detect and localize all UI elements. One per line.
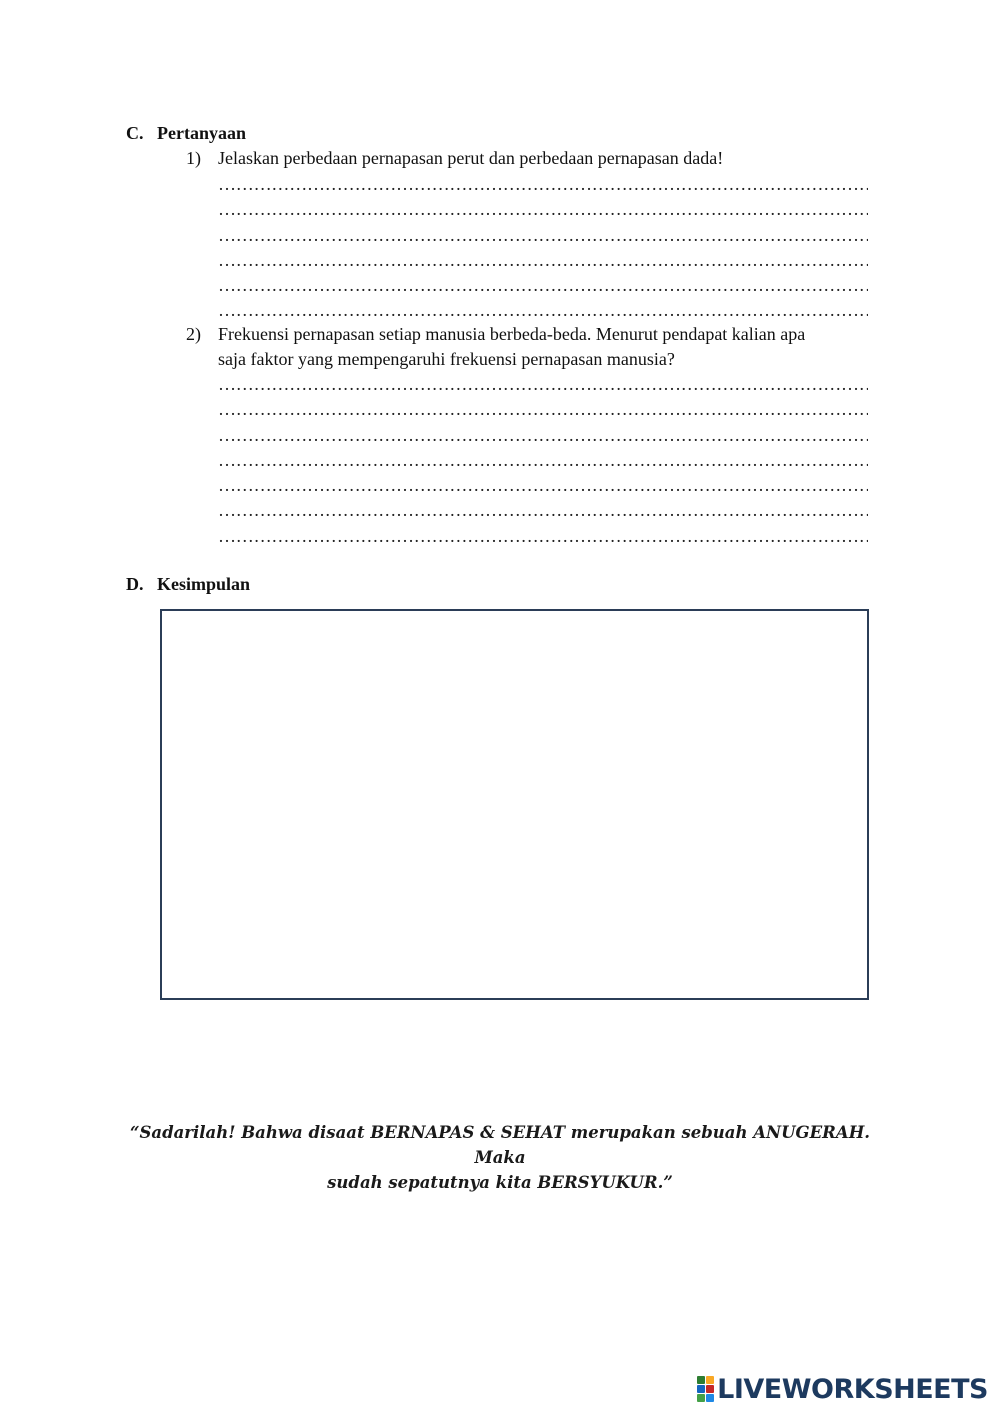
answer-line[interactable] <box>218 423 868 448</box>
answer-line[interactable] <box>218 448 868 473</box>
question-2-answer-lines[interactable] <box>218 372 868 549</box>
answer-line[interactable] <box>218 473 868 498</box>
section-d-heading: Kesimpulan <box>157 574 251 594</box>
question-1-answer-lines[interactable] <box>218 172 868 324</box>
logo-square <box>697 1394 705 1402</box>
section-d-title <box>126 573 250 595</box>
question-1-number: 1) <box>186 148 201 168</box>
answer-line[interactable] <box>218 298 868 323</box>
logo-square <box>697 1385 705 1393</box>
liveworksheets-wordmark: LIVEWORKSHEETS <box>717 1373 988 1405</box>
answer-line[interactable] <box>218 223 868 248</box>
answer-line[interactable] <box>218 273 868 298</box>
answer-line[interactable] <box>218 372 868 397</box>
answer-line[interactable] <box>218 197 868 222</box>
logo-square <box>706 1394 714 1402</box>
section-d-letter: D. <box>126 574 144 594</box>
question-1-text: Jelaskan perbedaan pernapasan perut dan perbedaan pernapasan dada! <box>218 148 724 168</box>
logo-square <box>697 1376 705 1384</box>
closing-quote-line-2: sudah sepatutnya kita BERSYUKUR.” <box>327 1173 673 1192</box>
logo-square <box>706 1385 714 1393</box>
conclusion-answer-box[interactable] <box>160 609 869 1000</box>
question-2-text-line-2: saja faktor yang mempengaruhi frekuensi pernapasan manusia? <box>218 349 675 369</box>
answer-line[interactable] <box>218 524 868 549</box>
answer-line[interactable] <box>218 498 868 523</box>
question-2-number: 2) <box>186 324 201 344</box>
question-2-text-line-1: Frekuensi pernapasan setiap manusia berbeda-beda. Menurut pendapat kalian apa <box>218 324 806 344</box>
section-c-heading: Pertanyaan <box>157 123 246 143</box>
answer-line[interactable] <box>218 397 868 422</box>
liveworksheets-logo-icon <box>697 1376 714 1402</box>
answer-line[interactable] <box>218 172 868 197</box>
question-1 <box>186 146 886 171</box>
section-c-letter: C. <box>126 123 144 143</box>
liveworksheets-brand[interactable] <box>697 1374 988 1404</box>
closing-quote <box>110 1120 890 1195</box>
section-c-title <box>126 122 246 144</box>
logo-square <box>706 1376 714 1384</box>
question-2 <box>186 322 886 372</box>
answer-line[interactable] <box>218 248 868 273</box>
closing-quote-line-1: “Sadarilah! Bahwa disaat BERNAPAS & SEHAT merupakan sebuah ANUGERAH. Maka <box>129 1123 871 1167</box>
